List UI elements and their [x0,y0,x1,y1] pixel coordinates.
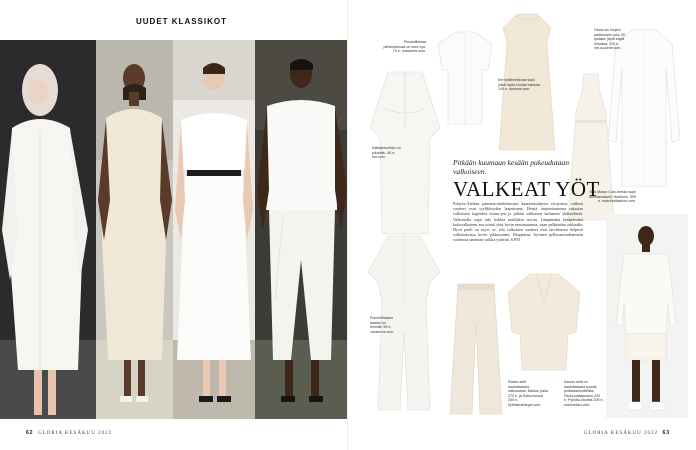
folio-text-left: GLORIA KESÄKUU 2022 [38,431,113,436]
product-wide-trousers [448,282,504,417]
folio-text-right: GLORIA KESÄKUU 2022 [583,431,658,436]
runway-photo-2 [96,40,173,419]
folio-left [26,430,112,436]
page-number-right: 63 [662,430,670,436]
section-title: UUDET KLASSIKOT [136,17,227,26]
runway-shirt-dress-image [0,40,96,419]
caption-c5: Max Maran Caio-mekko sopii ammiamaiselii. Hankoon. 599 e, matchesfashion.com. [588,190,636,203]
white-shirt-image [436,30,494,126]
article-body: Pohjois-Afrikan paimentolaisheimojen kaunistusohjeen vii-poissit, valkeat vaatteet ovat tyylikkyyden laajentuma. Heistä inspiroituneena rakastan valkoisten kapeiden housu-jen ja pitkän valkoisen kaftaanin yhdistelmää. Valkoisella sopii tuki leikkiä muillakin tavoin. Lämpimänä kesäpäivänä kokovalkoinen asu toimii yhtä hyvin merimaisema, vaan pelkästään rakkaalla. Hyvä puoli on myös se, että valkoinen vaatteet ovat tarvittaessa helposti valkaistavissa kovin pikkuruinen. Eleganttaa, hyvinen pellavanvaaleammin vaaleassa ummarit vaikka ystävää. S.PM [453,201,583,243]
caption-c3: Ostos voi hiojeni paitahuiven joko 30 ipstiata, jäyiä säyiä hihoissa. 229 e, net-a-porter.com. [594,28,625,50]
caption-c1: Pluomiilleeiaa pellaneikoosa on ohut vyö. 79 e, cosstores.com. [383,40,426,53]
article-intro: Pitkään kuumaan kesään pukeudutaan valkoiseen. [453,158,570,176]
article-headline: VALKEAT YÖT [453,177,600,201]
runway-photo-3 [173,40,255,419]
runway-photo-1 [0,40,96,419]
model-photo [606,214,688,418]
right-page [348,0,696,450]
caption-c4: Kaftaanimekko on pikaräiiu. 80 e, hm.com. [372,146,401,159]
caption-c7: Ranko-setti laadukkaasta viskoosista, Bardon paita 270 e, ja Sofia-housut 250 e, byMalenebirger.com. [508,380,548,407]
runway-cream-dress-image [96,40,173,419]
caption-c8: Kaunis setti on laadukkaasta lyocell-pellavasekoitteista. Paulo-paitapusero 200 e, Pyilotto-shortsit 205 e, marimekko.com. [564,380,604,407]
runway-photo-4 [255,40,348,419]
product-cream-blouse [506,272,582,372]
caption-c2: Kerrostiiimekkosa sopii pitkä myös hiuskin kanssa. 149 e, samsoe.com. [498,78,541,91]
product-white-shirt [436,30,494,126]
shirt-dress-image [608,28,680,188]
page-number-left: 62 [26,430,34,436]
runway-knit-top-image [255,40,348,419]
runway-belted-dress-image [173,40,255,419]
product-shirt-dress [608,28,680,188]
folio-right [584,430,670,436]
wide-trousers-image [448,282,504,417]
model-shirt-shorts-image [606,214,688,418]
caption-c6: Puhviihihaisen haalari on tenniilä. 59 e, cosstores.com. [370,316,395,334]
cream-blouse-image [506,272,582,372]
